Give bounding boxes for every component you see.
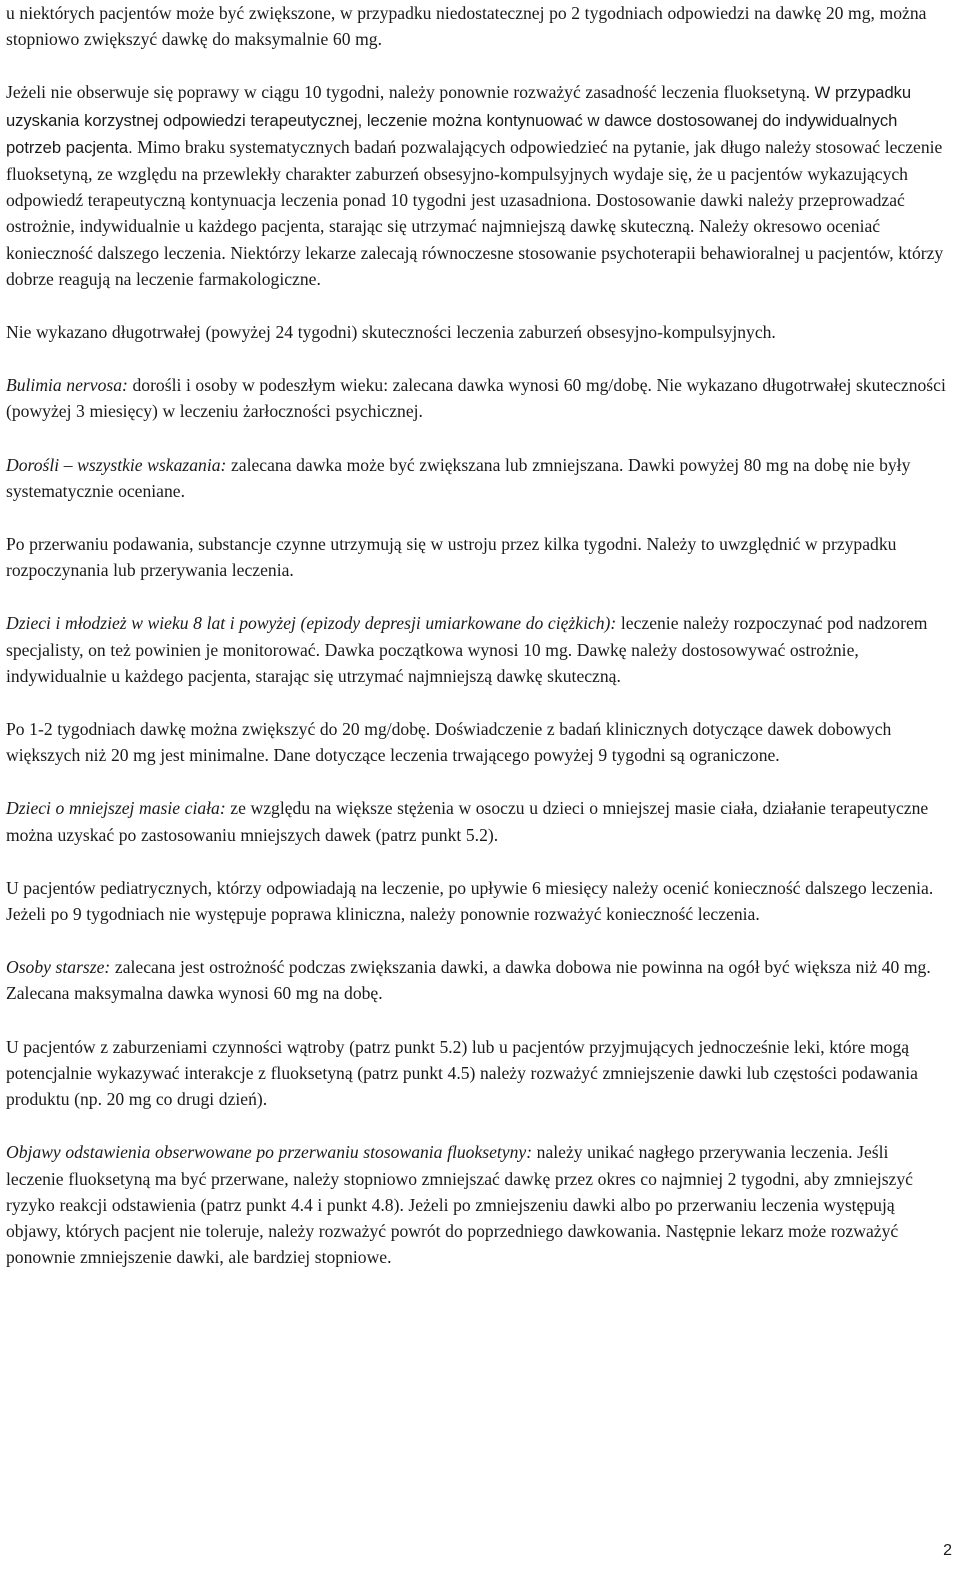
document-page xyxy=(6,0,950,1297)
paragraph-elderly xyxy=(6,954,950,1006)
low-weight-children-text: ze względu na większe stężenia w osoczu u dzieci o mniejszej masie ciała, działanie terapeutyczne można uzyskać po zastosowaniu mniejszych dawek (patrz punkt 5.2). xyxy=(6,798,929,845)
bulimia-text: dorośli i osoby w podeszłym wieku: zalecana dawka wynosi 60 mg/dobę. Nie wykazano długotrwałej skuteczności (powyżej 3 miesięcy) w leczeniu żarłoczności psychicznej. xyxy=(6,375,946,422)
paragraph-hepatic-impairment: U pacjentów z zaburzeniami czynności wątroby (patrz punkt 5.2) lub u pacjentów przyjmujących jednocześnie leki, które mogą potencjalnie wykazywać interakcje z fluoksetyną (patrz punkt 4.5) należy rozważyć zmniejszenie dawki lub częstości podawania produktu (np. 20 mg co drugi dzień). xyxy=(6,1036,918,1110)
paragraph-low-weight-children xyxy=(6,795,950,847)
paragraph-withdrawal-symptoms xyxy=(6,1139,950,1270)
paragraph-ocd-maintenance xyxy=(6,79,950,292)
paragraph-dose-increase: u niektórych pacjentów może być zwiększone, w przypadku niedostatecznej po 2 tygodniach odpowiedzi na dawkę 20 mg, można stopniowo zwiększyć dawkę do maksymalnie 60 mg. xyxy=(6,3,927,50)
ocd-favorable-response-text: W przypadku uzyskania korzystnej odpowiedzi terapeutycznej, leczenie można kontynuować w dawce dostosowanej do indywidualnych potrzeb pacjenta. xyxy=(6,83,912,157)
withdrawal-symptoms-label: Objawy odstawienia obserwowane po przerwaniu stosowania fluoksetyny: xyxy=(6,1142,533,1163)
low-weight-children-label: Dzieci o mniejszej masie ciała: xyxy=(6,798,226,819)
paragraph-ocd-long-term: Nie wykazano długotrwałej (powyżej 24 tygodni) skuteczności leczenia zaburzeń obsesyjno-kompulsyjnych. xyxy=(6,322,776,343)
ocd-no-improvement-text: Jeżeli nie obserwuje się poprawy w ciągu 10 tygodni, należy ponownie rozważyć zasadność leczenia fluoksetyną. xyxy=(6,82,815,103)
adults-label: Dorośli – wszystkie wskazania: xyxy=(6,454,227,475)
paragraph-bulimia xyxy=(6,372,950,424)
withdrawal-symptoms-text: należy unikać nagłego przerywania leczenia. Jeśli leczenie fluoksetyną ma być przerwane, należy stopniowo zmniejszać dawkę przez okres co najmniej 2 tygodni, aby zmniejszyć ryzyko reakcji odstawienia (patrz punkt 4.4 i punkt 4.8). Jeżeli po zmniejszeniu dawki albo po przerwaniu leczenia występują objawy, których pacjent nie toleruje, należy rozważyć powrót do poprzedniego dawkowania. Następnie lekarz może rozważyć ponownie zmniejszenie dawki, ale bardziej stopniowe. xyxy=(6,1142,913,1268)
elderly-label: Osoby starsze: xyxy=(6,957,111,978)
paragraph-pediatric-reassessment: U pacjentów pediatrycznych, którzy odpowiadają na leczenie, po upływie 6 miesięcy należy ocenić konieczność dalszego leczenia. Jeżeli po 9 tygodniach nie występuje poprawa kliniczna, należy ponownie rozważyć konieczność leczenia. xyxy=(6,877,934,925)
children-adolescents-text: leczenie należy rozpoczynać pod nadzorem specjalisty, on też powinien je monitorować. Dawka początkowa wynosi 10 mg. Dawkę należy dostosowywać ostrożnie, indywidualnie u każdego pacjenta, starając się utrzymać najmniejszą dawkę skuteczną. xyxy=(6,613,928,686)
paragraph-discontinuation: Po przerwaniu podawania, substancje czynne utrzymują się w ustroju przez kilka tygodni. Należy to uwzględnić w przypadku rozpoczynania lub przerywania leczenia. xyxy=(6,534,897,581)
children-adolescents-label: Dzieci i młodzież w wieku 8 lat i powyżej (epizody depresji umiarkowane do ciężkich): xyxy=(6,613,617,634)
paragraph-dose-titration: Po 1-2 tygodniach dawkę można zwiększyć do 20 mg/dobę. Doświadczenie z badań klinicznych dotyczące dawek dobowych większych niż 20 mg jest minimalne. Dane dotyczące leczenia trwającego powyżej 9 tygodni są ograniczone. xyxy=(6,719,892,766)
elderly-text: zalecana jest ostrożność podczas zwiększania dawki, a dawka dobowa nie powinna na ogół być większa niż 40 mg. Zalecana maksymalna dawka wynosi 60 mg na dobę. xyxy=(6,957,931,1004)
adults-text: zalecana dawka może być zwiększana lub zmniejszana. Dawki powyżej 80 mg na dobę nie były systematycznie oceniane. xyxy=(6,454,911,501)
paragraph-children-adolescents xyxy=(6,610,950,689)
ocd-duration-text: Mimo braku systematycznych badań pozwalających odpowiedzieć na pytanie, jak długo należy stosować leczenie fluoksetyną, ze względu na przewlekły charakter zaburzeń obsesyjno-kompulsyjnych wydaje się, że u pacjentów wykazujących odpowiedź terapeutyczną kontynuacja leczenia ponad 10 tygodni jest uzasadniona. Dostosowanie dawki należy przeprowadzać ostrożnie, indywidualnie u każdego pacjenta, starając się utrzymać najmniejszą dawkę skuteczną. Należy okresowo oceniać konieczność dalszego leczenia. Niektórzy lekarze zalecają równoczesne stosowanie psychoterapii behawioralnej u pacjentów, którzy dobrze reagują na leczenie farmakologiczne. xyxy=(6,136,944,289)
page-number: 2 xyxy=(943,1542,952,1559)
paragraph-adults xyxy=(6,452,950,504)
bulimia-label: Bulimia nervosa: xyxy=(6,375,128,396)
